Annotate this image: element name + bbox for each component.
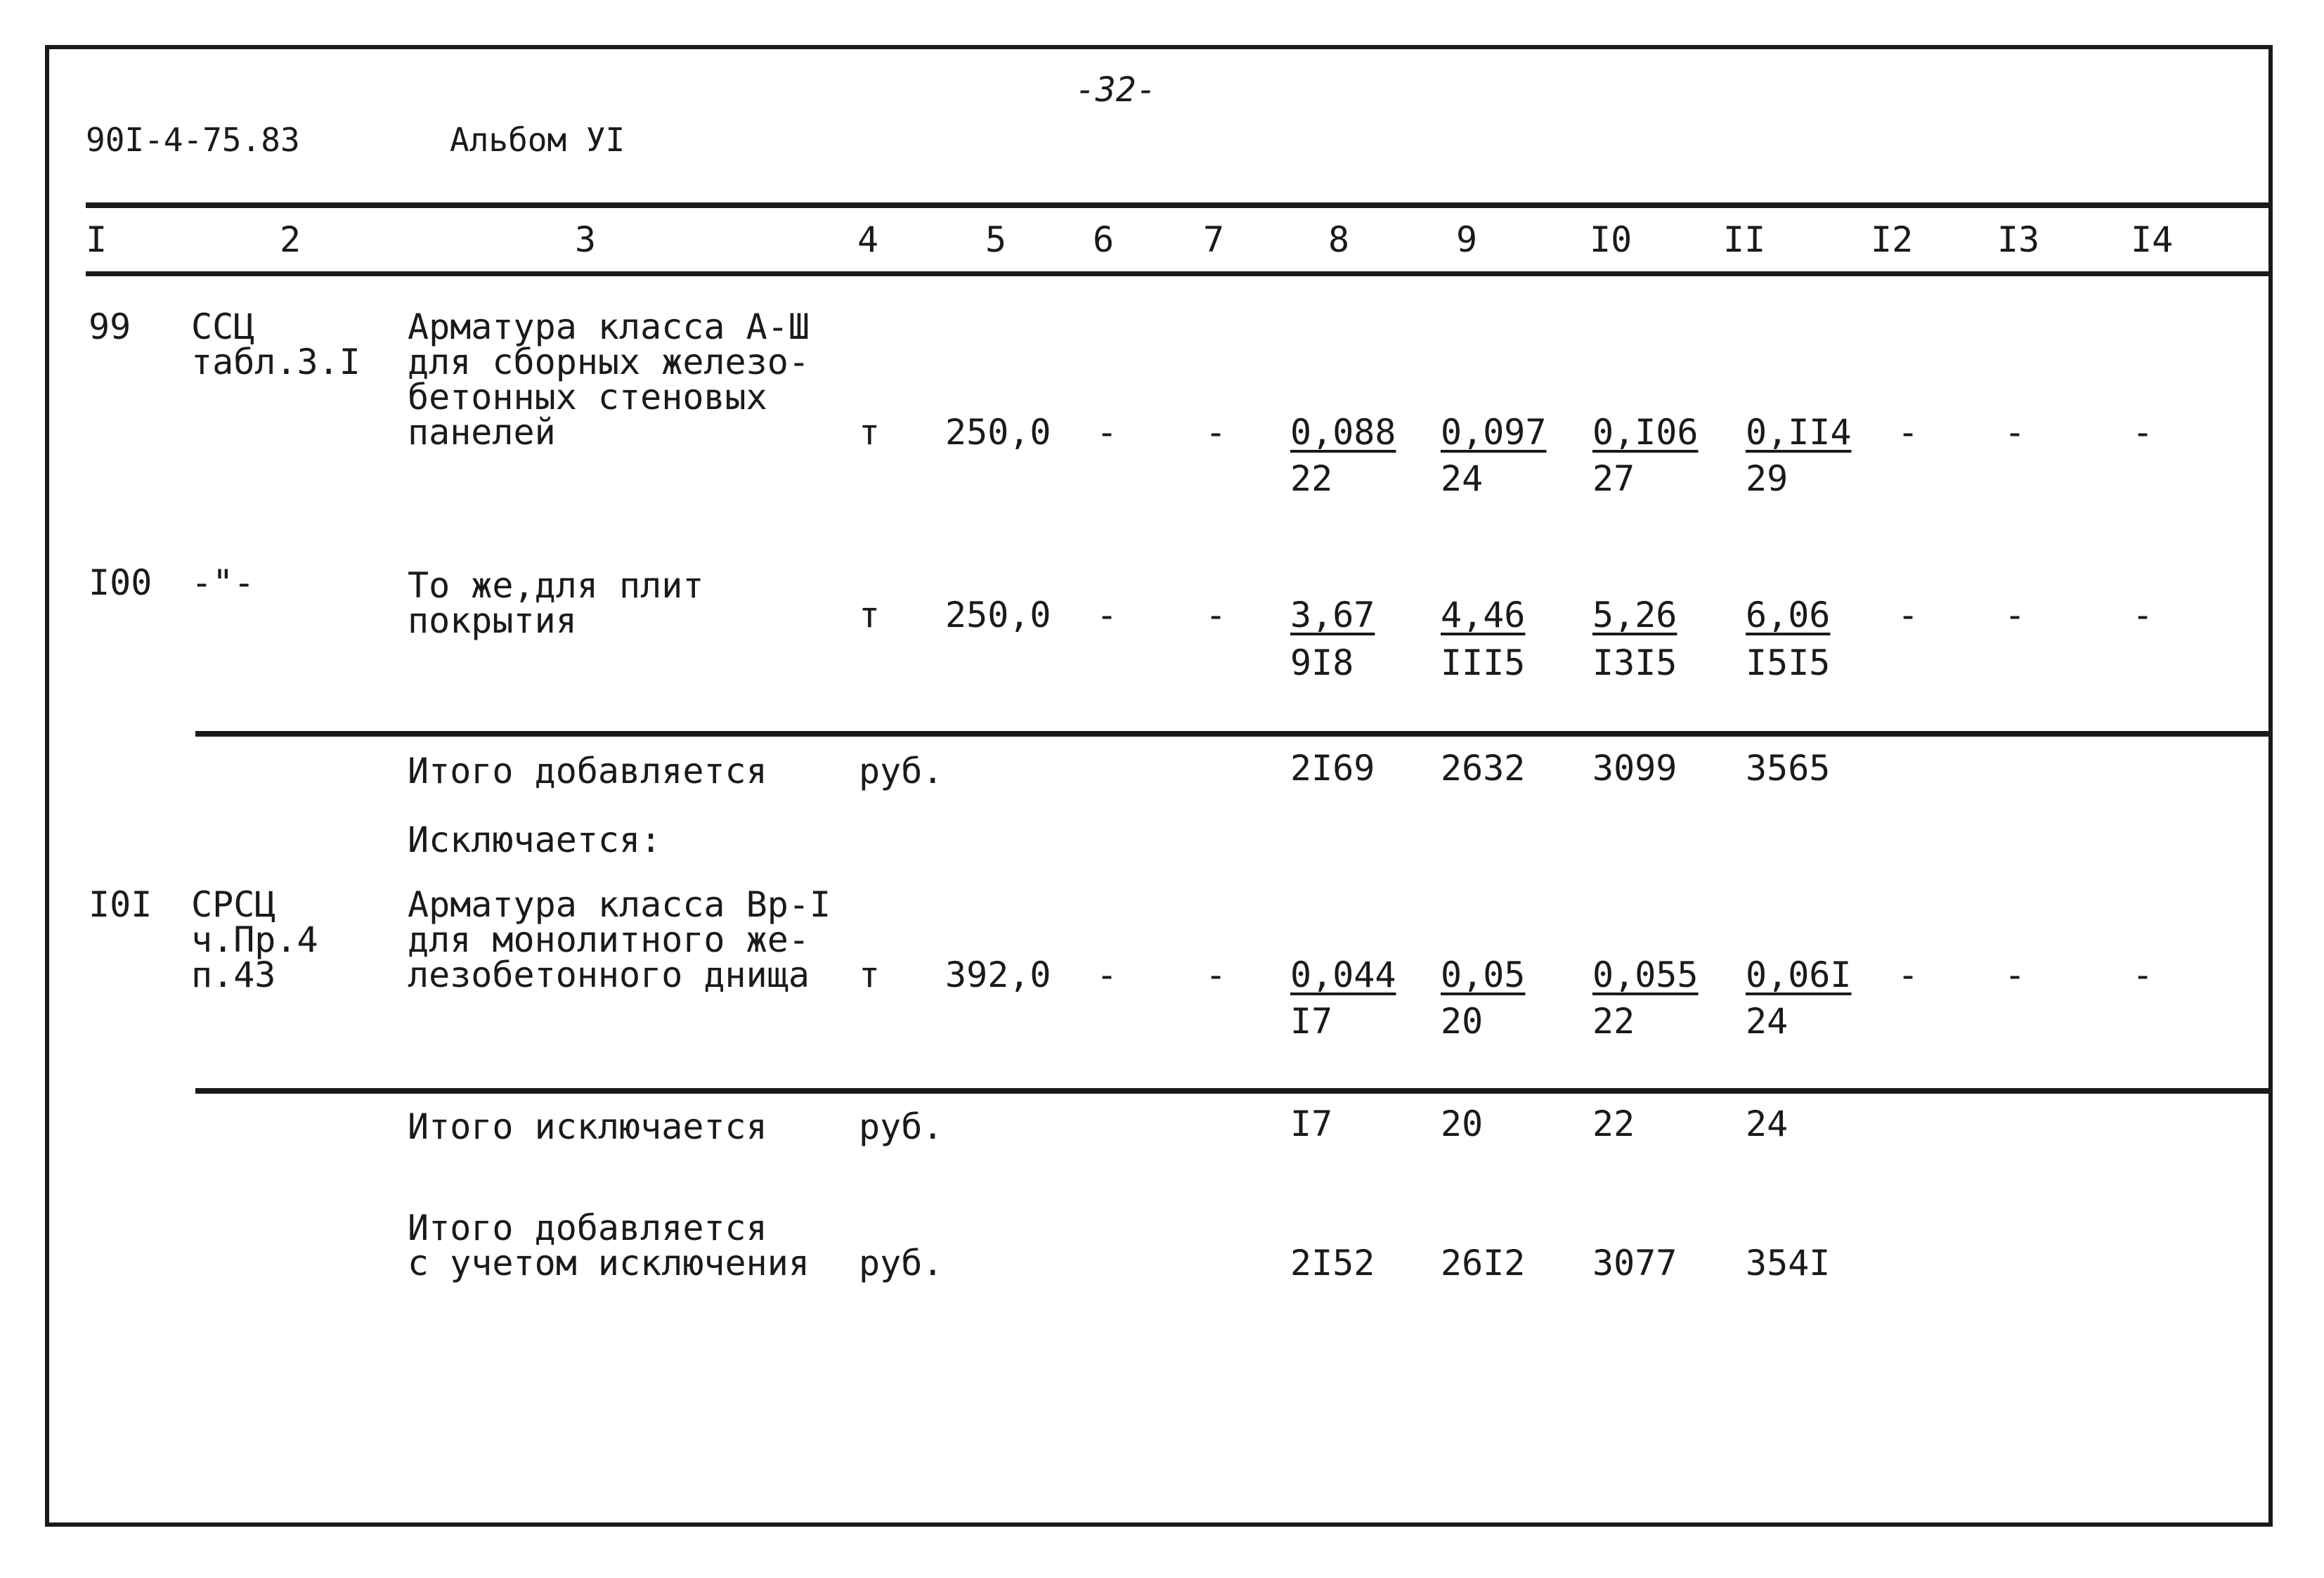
total-value: 3099: [1592, 748, 1677, 789]
total-value: 24: [1746, 1104, 1789, 1144]
table-top-rule: [86, 202, 2271, 208]
total-value: 3077: [1592, 1243, 1677, 1283]
row-number: 99: [89, 306, 131, 347]
quantity: 4,46: [1441, 595, 1526, 635]
unit: т: [859, 412, 881, 453]
cost: III5: [1441, 642, 1526, 683]
column-header: 4: [857, 219, 879, 260]
dash-cell: -: [2132, 595, 2154, 635]
header-bottom-rule: [86, 271, 2271, 276]
quantity: 0,088: [1290, 412, 1396, 453]
row-source: СРСЦ: [191, 884, 276, 925]
cost: 9I8: [1290, 642, 1354, 683]
total-value: 22: [1592, 1104, 1635, 1144]
row-description: То же,для плит: [408, 565, 704, 606]
total-value: 3565: [1746, 748, 1831, 789]
unit: т: [859, 955, 881, 995]
cost: I7: [1290, 1001, 1333, 1042]
subtotal-rule: [195, 731, 2271, 737]
column-header: 6: [1093, 219, 1115, 260]
dash-cell: -: [2004, 595, 2026, 635]
cost: I3I5: [1592, 642, 1677, 683]
dash-cell: -: [1205, 955, 1227, 995]
column-header: 8: [1328, 219, 1350, 260]
dash-cell: -: [2132, 955, 2154, 995]
row-description: для монолитного же-: [408, 919, 810, 960]
row-description: панелей: [408, 412, 556, 453]
total-value: 2I52: [1290, 1243, 1375, 1283]
column-header: I3: [1997, 219, 2040, 260]
row-description: лезобетонного днища: [408, 955, 810, 995]
doc-code: 90I-4-75.83: [86, 121, 300, 159]
row-description: Арматура класса А-Ш: [408, 306, 810, 347]
dash-cell: -: [1897, 955, 1919, 995]
subtotal-rule: [195, 1088, 2271, 1094]
quantity: 0,055: [1592, 955, 1699, 995]
dash-cell: -: [1897, 412, 1919, 453]
dash-cell: -: [2004, 412, 2026, 453]
album-label: Альбом УI: [450, 121, 625, 159]
total-unit: руб.: [859, 1243, 944, 1283]
price: 392,0: [945, 955, 1051, 995]
row-source: ССЦ: [191, 306, 255, 347]
total-value: 26I2: [1441, 1243, 1526, 1283]
quantity: 6,06: [1746, 595, 1831, 635]
excluded-heading: Исключается:: [408, 820, 662, 860]
total-value: 2632: [1441, 748, 1526, 789]
column-header: 7: [1203, 219, 1225, 260]
row-source: табл.3.I: [191, 342, 361, 382]
cost: 29: [1746, 458, 1789, 499]
cost: 20: [1441, 1001, 1484, 1042]
row-source: -"-: [191, 562, 255, 603]
column-header: 3: [575, 219, 597, 260]
column-header: I0: [1590, 219, 1632, 260]
total-label: Итого добавляется: [408, 1208, 767, 1248]
column-header: 2: [280, 219, 301, 260]
column-header: II: [1723, 219, 1766, 260]
quantity: 5,26: [1592, 595, 1677, 635]
dash-cell: -: [1205, 412, 1227, 453]
quantity: 3,67: [1290, 595, 1375, 635]
total-unit: руб.: [859, 1106, 944, 1147]
cost: 22: [1592, 1001, 1635, 1042]
quantity: 0,044: [1290, 955, 1396, 995]
quantity: 0,I06: [1592, 412, 1699, 453]
column-header: I2: [1871, 219, 1914, 260]
row-description: бетонных стеновых: [408, 377, 767, 418]
price: 250,0: [945, 412, 1051, 453]
total-unit: руб.: [859, 751, 944, 791]
row-source: п.43: [191, 955, 276, 995]
quantity: 0,097: [1441, 412, 1547, 453]
dash-cell: -: [1205, 595, 1227, 635]
page-frame: [45, 45, 2273, 1527]
row-number: I0I: [89, 884, 152, 925]
total-label: Итого исключается: [408, 1106, 767, 1147]
column-header: 9: [1456, 219, 1478, 260]
row-description: Арматура класса Вр-I: [408, 884, 831, 925]
quantity: 0,06I: [1746, 955, 1852, 995]
cost: 27: [1592, 458, 1635, 499]
cost: 24: [1441, 458, 1484, 499]
total-label: Итого добавляется: [408, 751, 767, 791]
row-description: для сборных железо-: [408, 342, 810, 382]
column-header: 5: [985, 219, 1007, 260]
quantity: 0,05: [1441, 955, 1526, 995]
unit: т: [859, 595, 881, 635]
column-header: I: [86, 219, 108, 260]
total-value: 2I69: [1290, 748, 1375, 789]
row-number: I00: [89, 562, 152, 603]
price: 250,0: [945, 595, 1051, 635]
dash-cell: -: [2132, 412, 2154, 453]
cost: 22: [1290, 458, 1333, 499]
total-label: с учетом исключения: [408, 1243, 810, 1283]
cost: I5I5: [1746, 642, 1831, 683]
dash-cell: -: [1096, 955, 1118, 995]
page-number: -32-: [1075, 70, 1157, 110]
row-source: ч.Пр.4: [191, 919, 318, 960]
row-description: покрытия: [408, 600, 577, 641]
dash-cell: -: [1897, 595, 1919, 635]
dash-cell: -: [1096, 412, 1118, 453]
total-value: I7: [1290, 1104, 1333, 1144]
dash-cell: -: [1096, 595, 1118, 635]
column-header: I4: [2131, 219, 2174, 260]
dash-cell: -: [2004, 955, 2026, 995]
total-value: 20: [1441, 1104, 1484, 1144]
quantity: 0,II4: [1746, 412, 1852, 453]
cost: 24: [1746, 1001, 1789, 1042]
total-value: 354I: [1746, 1243, 1831, 1283]
